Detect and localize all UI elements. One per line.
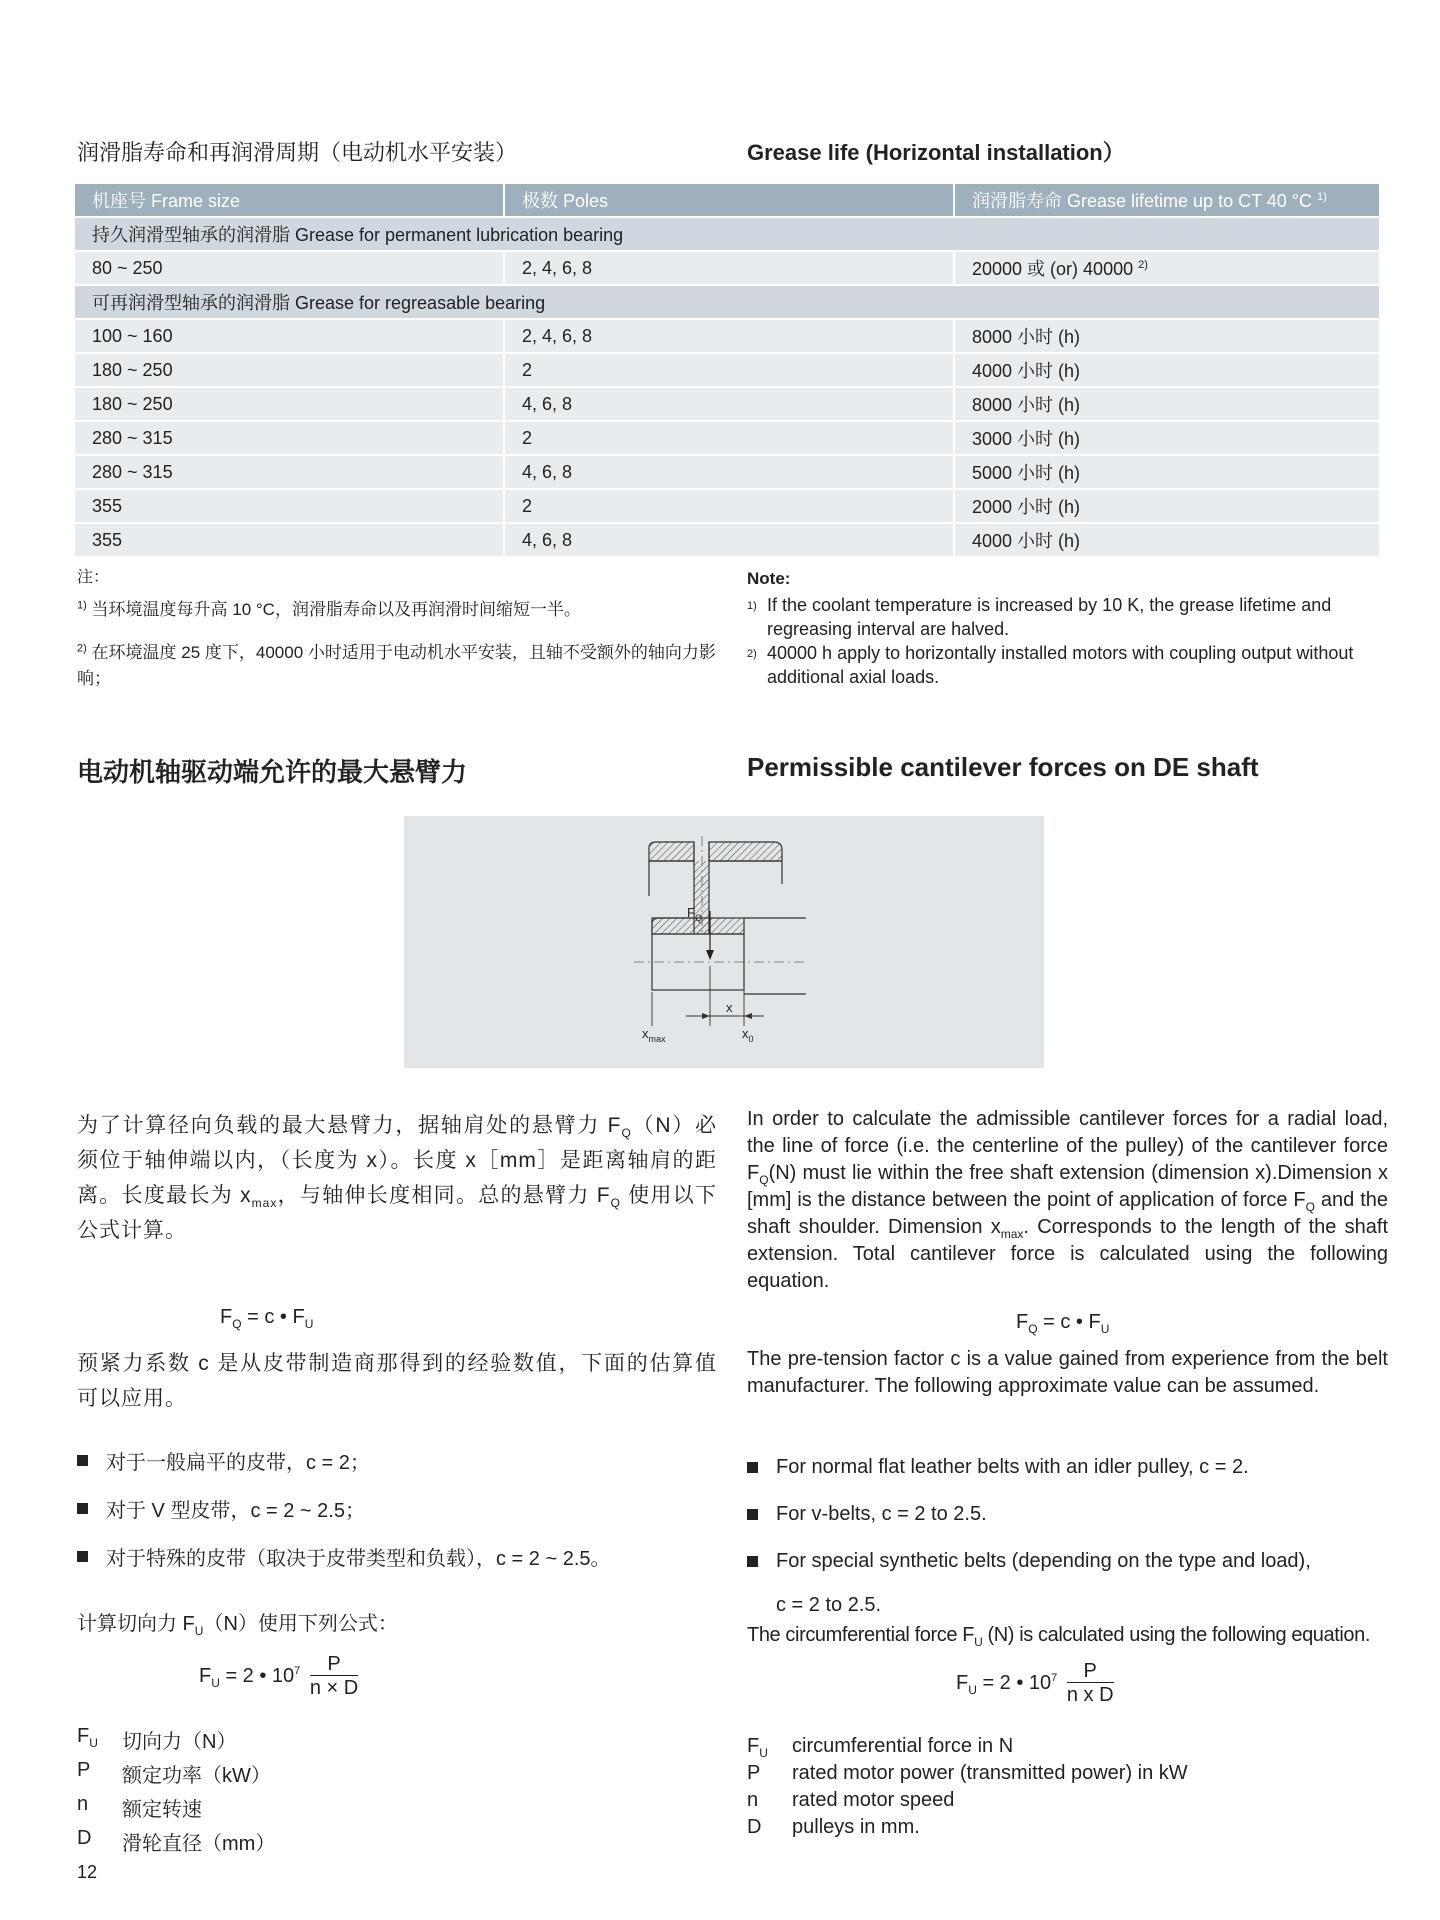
header-grease-lifetime: 润滑脂寿命 Grease lifetime up to CT 40 °C $^{1)}$ — [954, 184, 1379, 217]
cell-frame: 355 — [75, 489, 504, 523]
fq-label: $F_Q$ — [687, 905, 702, 923]
cell-poles: 4, 6, 8 — [504, 523, 954, 557]
cn-paragraph-2: 预紧力系数 c 是从皮带制造商那得到的经验数值，下面的估算值可以应用。 — [77, 1352, 717, 1410]
grease-title-en: Grease life (Horizontal installation） — [747, 140, 1125, 165]
notes-cn-title: 注： — [77, 569, 110, 586]
cantilever-title-en: Permissible cantilever forces on DE shaft — [747, 752, 1259, 782]
cn-bullet-list — [77, 1436, 717, 1580]
cell-poles: 2 — [504, 489, 954, 523]
cell-frame: 355 — [75, 523, 504, 557]
legend-row: D 滑轮直径（mm） — [77, 1827, 276, 1855]
notes-cn — [77, 566, 717, 692]
x0-label: $x_0$ — [742, 1026, 754, 1044]
cell-frame: 280 ~ 315 — [75, 455, 504, 489]
table-row — [75, 387, 1379, 421]
cn-legend — [77, 1725, 275, 1861]
list-item-continuation: c = 2 to 2.5. — [776, 1593, 882, 1616]
cell-poles: 2 — [504, 353, 954, 387]
notes-en-title: Note: — [747, 569, 791, 588]
table-row — [75, 489, 1379, 523]
en-paragraph-2: The pre-tension factor c is a value gained from experience from the belt manufacturer. The following approximate value can be assumed. — [747, 1348, 1388, 1397]
table-row — [75, 353, 1379, 387]
cell-lifetime: 8000 小时 (h) — [954, 387, 1379, 421]
cell-poles: 4, 6, 8 — [504, 387, 954, 421]
legend-row: $F_U$ circumferential force in N — [747, 1735, 1014, 1760]
legend-row: $F_U$ 切向力（N） — [77, 1725, 237, 1753]
header-poles: 极数 Poles — [504, 184, 954, 217]
cell-poles: 4, 6, 8 — [504, 455, 954, 489]
legend-row: n 额定转速 — [77, 1793, 202, 1821]
header-frame-size: 机座号 Frame size — [75, 184, 504, 217]
list-item: 对于特殊的皮带（取决于皮带类型和负载），c = 2 ~ 2.5。 — [77, 1532, 717, 1580]
en-bullet-list — [747, 1444, 1407, 1625]
page-number: 12 — [77, 1862, 98, 1882]
grease-title-cn: 润滑脂寿命和再润滑周期（电动机水平安装） — [77, 140, 518, 165]
cell-frame: 180 ~ 250 — [75, 387, 504, 421]
x-label: x — [726, 1000, 733, 1015]
cell-lifetime: 5000 小时 (h) — [954, 455, 1379, 489]
legend-row: n rated motor speed — [747, 1789, 955, 1811]
cell-poles: 2 — [504, 421, 954, 455]
list-item: For special synthetic belts (depending on the type and load), — [747, 1538, 1407, 1585]
cn-formula-fq: $F_Q = c$ • $F_U$ — [220, 1306, 314, 1331]
cell-lifetime: 8000 小时 (h) — [954, 319, 1379, 353]
cell-frame: 280 ~ 315 — [75, 421, 504, 455]
grease-table — [75, 184, 1379, 558]
xmax-label: $x_{max}$ — [642, 1026, 666, 1044]
cell-poles: 2, 4, 6, 8 — [504, 251, 954, 285]
cell-lifetime: 4000 小时 (h) — [954, 523, 1379, 557]
cn-paragraph-1: 为了计算径向负载的最大悬臂力，据轴肩处的悬臂力 $F_Q(N)$必须位于轴伸端以内，（长度为 x）。长度 x［mm］是距离轴肩的距离。长度最长为 $x_{max}$，与轴伸长度相同。总的悬臂力 $F_Q$ 使用以下公式计算。 — [77, 1114, 717, 1242]
notes-en — [747, 567, 1407, 689]
table-group-row — [75, 217, 1379, 251]
en-legend — [747, 1735, 1188, 1843]
en-paragraph-1: In order to calculate the admissible cantilever forces for a radial load, the line of force (i.e. the centerline of the pulley) of the cantilever force $F_Q(N)$ must lie within the free shaft extension (dimension x).Dimension x [mm] is the distance between the point of application of force $F_Q$ and the shaft shoulder. Dimension $x_{max}$. Corresponds to the length of the shaft extension. Total cantilever force is calculated using the following equation. — [747, 1108, 1388, 1292]
table-row — [75, 455, 1379, 489]
note-cn-2: $^{2)}$ 在环境温度 25 度下，40000 小时适用于电动机水平安装，且轴不受额外的轴向力影响； — [77, 642, 716, 688]
cell-frame: 80 ~ 250 — [75, 251, 504, 285]
pulley-shape — [634, 836, 806, 1026]
note-en-2: 2) 40000 h apply to horizontally installed motors with coupling output without additional axial loads. — [747, 643, 1354, 687]
table-row — [75, 319, 1379, 353]
group-regreasable-label: 可再润滑型轴承的润滑脂 Grease for regreasable bearing — [75, 285, 1379, 319]
cell-frame: 180 ~ 250 — [75, 353, 504, 387]
cell-lifetime: 20000 或 (or) 40000 $^{2)}$ — [954, 251, 1379, 285]
list-item: 对于一般扁平的皮带，c = 2； — [77, 1436, 717, 1484]
table-header-row — [75, 184, 1379, 217]
cell-frame: 100 ~ 160 — [75, 319, 504, 353]
cell-lifetime: 3000 小时 (h) — [954, 421, 1379, 455]
shaft-diagram-svg — [404, 816, 1044, 1068]
cell-lifetime: 2000 小时 (h) — [954, 489, 1379, 523]
list-item: 对于 V 型皮带，c = 2 ~ 2.5； — [77, 1484, 717, 1532]
table-group-row — [75, 285, 1379, 319]
cell-lifetime: 4000 小时 (h) — [954, 353, 1379, 387]
list-item: For v-belts, c = 2 to 2.5. — [747, 1491, 1407, 1538]
table-row — [75, 251, 1379, 285]
table-row — [75, 421, 1379, 455]
note-en-1: 1) If the coolant temperature is increased by 10 K, the grease lifetime and regreasing interval are halved. — [747, 595, 1332, 639]
table-row — [75, 523, 1379, 557]
cn-formula-fu: $F_U = 2$ • $10^7$ $\frac{P}{n \times D}$ — [199, 1653, 359, 1699]
legend-row: P 额定功率（kW） — [77, 1759, 271, 1787]
note-cn-1: $^{1)}$ 当环境温度每升高 10 °C，润滑脂寿命以及再润滑时间缩短一半。 — [77, 599, 581, 619]
shaft-diagram — [404, 816, 1044, 1068]
legend-row: P rated motor power (transmitted power) in kW — [747, 1762, 1188, 1784]
cell-poles: 2, 4, 6, 8 — [504, 319, 954, 353]
group-permanent-label: 持久润滑型轴承的润滑脂 Grease for permanent lubrication bearing — [75, 217, 1379, 251]
cantilever-title-cn: 电动机轴驱动端允许的最大悬臂力 — [77, 757, 468, 787]
list-item: For normal flat leather belts with an idler pulley, c = 2. — [747, 1444, 1407, 1491]
en-formula-fq: $F_Q = c$ • $F_U$ — [1016, 1311, 1110, 1336]
en-formula-fu: $F_U = 2$ • $10^7$ $\frac{P}{\text{n x D}}$ — [956, 1660, 1114, 1706]
legend-row: D pulleys in mm. — [747, 1816, 920, 1838]
en-paragraph-3: The circumferential force $F_U$ (N) is calculated using the following equation. — [747, 1624, 1371, 1649]
cn-paragraph-3: 计算切向力 $F_U(N)$使用下列公式： — [77, 1613, 398, 1638]
